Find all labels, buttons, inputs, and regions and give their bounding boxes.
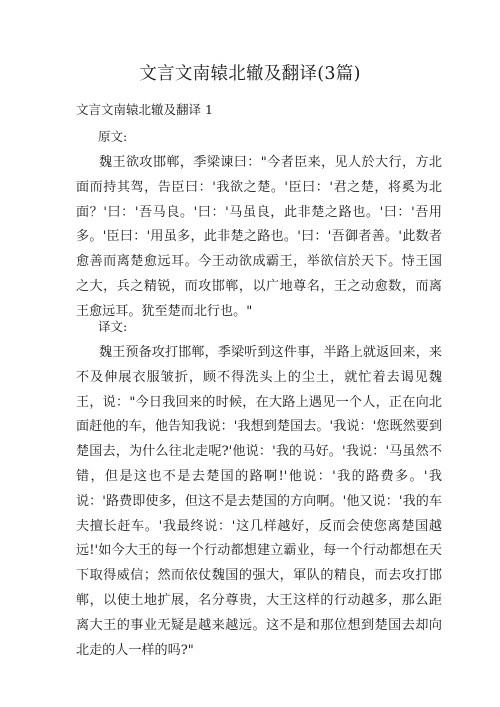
translation-text: 魏王预备攻打邯郸，季梁听到这件事，半路上就返回来，来不及伸展衣服皱折，顾不得洗头上的尘土，就忙着去谒见魏王，说："今日我回来的时候，在大路上遇见一个人，正在向北面赶他的车，他告知我说：'我想到楚国去。'我说：'您既然要到楚国去，为什么往北走呢?'他说：'我的马好。'我说：'马虽然不错，但是这也不是去楚国的路啊!'他说：'我的路费多。'我说：'路费即使多，但这不是去楚国的方向啊。'他又说：'我的车夫擅长赶车。'我最终说：'这几样越好，反而会使您离楚国越远!'如今大王的每一个行动都想建立霸业，每一个行动都想在天下取得威信；然而依仗魏国的强大，軍队的精良，而去攻打邯郸，以使土地扩展，名分尊贵，大王这样的行动越多，那么距离大王的事业无疑是越来越远。这不是和那位想到楚国去却向北走的人一样的吗?" xyxy=(76,345,442,658)
original-label: 原文: xyxy=(98,129,128,144)
document-subtitle: 文言文南辕北辙及翻译 1 xyxy=(76,102,213,117)
translation-label: 译文: xyxy=(98,319,128,334)
original-text: 魏王欲攻邯郸，季梁谏曰："今者臣来，见人於大行，方北面而持其驾，告臣曰：'我欲之楚。'臣曰：'君之楚，将奚为北面？'曰：'吾马良。'曰：'马虽良，此非楚之路也。'曰：'吾用多。'臣曰：'用虽多，此非楚之路也。'曰：'吾御者善。'此数者愈善而离楚愈远耳。今王动欲成霸王，举欲信於天下。恃王国之大，兵之精锐，而攻邯郸，以广地尊名，王之动愈数，而离王愈远耳。犹至楚而北行也。" xyxy=(76,155,442,319)
document-title: 文言文南辕北辙及翻译(3篇) xyxy=(139,64,361,84)
